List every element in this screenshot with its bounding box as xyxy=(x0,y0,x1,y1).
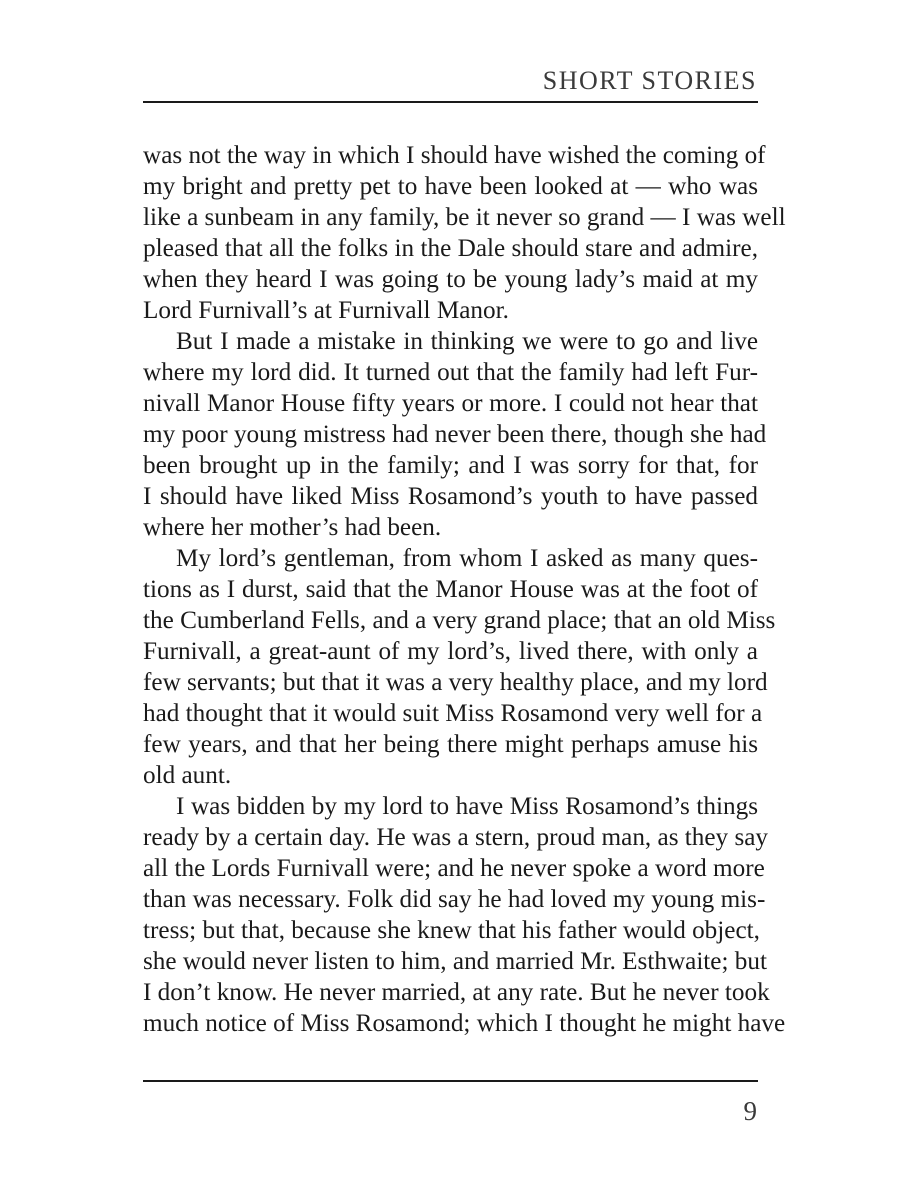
text-line: my poor young mistress had never been there, though she had xyxy=(143,421,767,448)
text-line: like a sunbeam in any family, be it never so grand — I was well xyxy=(143,204,786,231)
text-line: I should have liked Miss Rosamond’s youth to have passed xyxy=(143,483,758,510)
footer-rule xyxy=(143,1080,758,1082)
text-line: ready by a certain day. He was a stern, proud man, as they say xyxy=(143,824,769,851)
text-line: she would never listen to him, and married Mr. Esthwaite; but xyxy=(143,948,767,975)
text-line: tress; but that, because she knew that his father would object, xyxy=(143,917,760,944)
header-rule xyxy=(143,101,758,103)
page-number: 9 xyxy=(743,1096,757,1126)
paragraph xyxy=(143,543,776,791)
text-line: much notice of Miss Rosamond; which I thought he might have xyxy=(143,1010,786,1037)
text-line: Furnivall, a great-aunt of my lord’s, lived there, with only a xyxy=(143,638,758,665)
text-line: had thought that it would suit Miss Rosamond very well for a xyxy=(143,700,763,727)
text-line: Lord Furnivall’s at Furnivall Manor. xyxy=(143,297,509,324)
text-line: nivall Manor House fifty years or more. I could not hear that xyxy=(143,390,758,417)
text-line: the Cumberland Fells, and a very grand place; that an old Miss xyxy=(143,607,776,634)
text-line: my bright and pretty pet to have been looked at — who was xyxy=(143,173,758,200)
text-line: was not the way in which I should have wished the coming of xyxy=(143,142,766,169)
paragraph xyxy=(143,326,767,543)
text-line: when they heard I was going to be young lady’s maid at my xyxy=(143,266,758,293)
text-line: where my lord did. It turned out that the family had left Fur- xyxy=(143,359,758,386)
text-line: I was bidden by my lord to have Miss Rosamond’s things xyxy=(176,793,758,820)
text-line: all the Lords Furnivall were; and he never spoke a word more xyxy=(143,855,765,882)
paragraph xyxy=(143,791,786,1039)
running-head: SHORT STORIES xyxy=(542,66,757,95)
text-line: tions as I durst, said that the Manor House was at the foot of xyxy=(143,576,758,603)
text-line: pleased that all the folks in the Dale should stare and admire, xyxy=(143,235,758,262)
paragraph xyxy=(143,140,786,326)
text-line: My lord’s gentleman, from whom I asked as many ques- xyxy=(176,545,758,572)
body-text xyxy=(143,140,786,1039)
text-line: few servants; but that it was a very healthy place, and my lord xyxy=(143,669,768,696)
text-line: than was necessary. Folk did say he had loved my young mis- xyxy=(143,886,766,913)
text-line: But I made a mistake in thinking we were to go and live xyxy=(176,328,758,355)
text-line: old aunt. xyxy=(143,762,232,789)
text-line: I don’t know. He never married, at any rate. But he never took xyxy=(143,979,770,1006)
text-line: few years, and that her being there might perhaps amuse his xyxy=(143,731,758,758)
text-line: been brought up in the family; and I was sorry for that, for xyxy=(143,452,758,479)
text-line: where her mother’s had been. xyxy=(143,514,442,541)
